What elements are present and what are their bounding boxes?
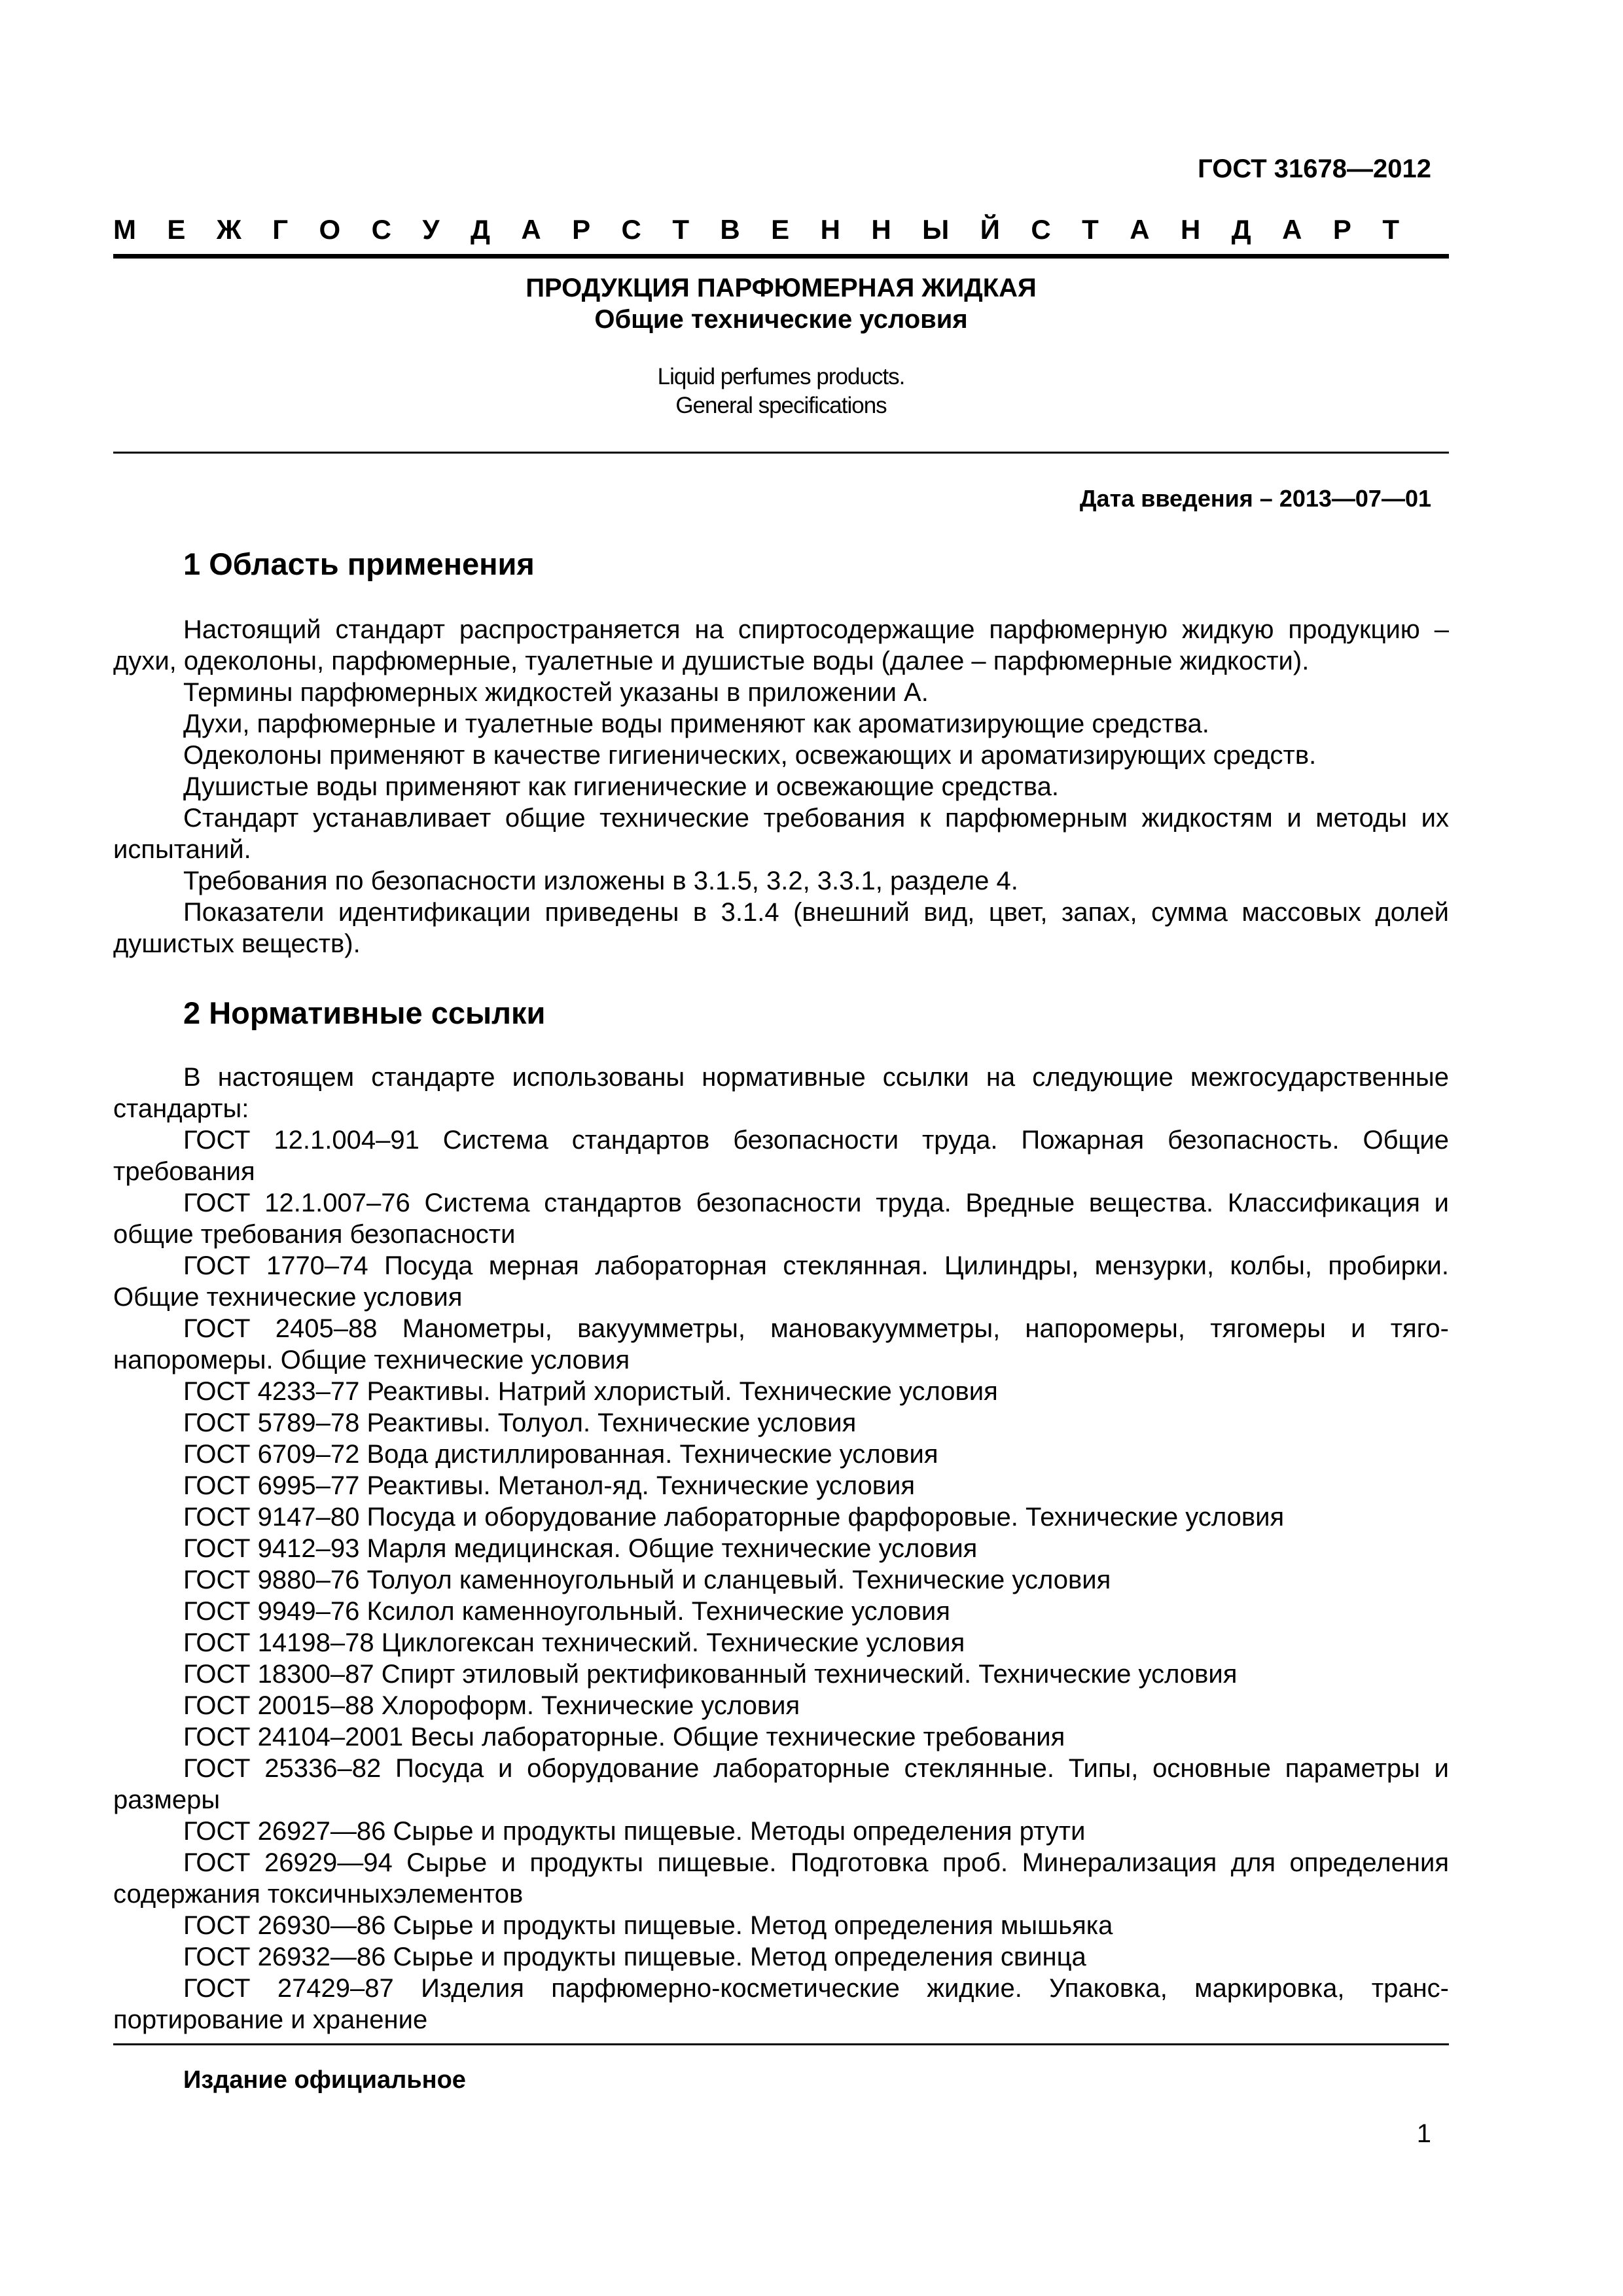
title-en-line2: General specifications <box>675 393 887 418</box>
paragraph: Термины парфюмерных жидкостей указаны в приложении А. <box>183 678 929 707</box>
edition-note: Издание официальное <box>183 2066 466 2094</box>
reference-item: ГОСТ 14198–78 Циклогексан технический. Технические условия <box>183 1628 965 1657</box>
reference-item: ГОСТ 18300–87 Спирт этиловый ректификованный технический. Технические условия <box>183 1660 1238 1689</box>
paragraph: В настоящем стандарте использованы нормативные ссылки на следующие межгосударственные стандарты: <box>113 1063 1449 1123</box>
reference-item: ГОСТ 6709–72 Вода дистиллированная. Технические условия <box>183 1440 938 1469</box>
reference-item: ГОСТ 26929—94 Сырье и продукты пищевые. Подготовка проб. Минерализация для определения содержания токсичныхэлементов <box>113 1848 1449 1909</box>
reference-item: ГОСТ 24104–2001 Весы лабораторные. Общие технические требования <box>183 1723 1065 1751</box>
paragraph: Стандарт устанавливает общие технические требования к парфюмерным жидкостям и методы их испытаний. <box>113 804 1449 864</box>
title-en <box>113 363 1449 420</box>
reference-item: ГОСТ 12.1.007–76 Система стандартов безопасности труда. Вредные вещества. Классификация и общие требования безопасности <box>113 1189 1449 1249</box>
page-number: 1 <box>1416 2119 1431 2148</box>
reference-item: ГОСТ 4233–77 Реактивы. Натрий хлористый. Технические условия <box>183 1377 998 1406</box>
reference-item: ГОСТ 9147–80 Посуда и оборудование лабораторные фарфоровые. Технические условия <box>183 1503 1285 1532</box>
reference-item: ГОСТ 9412–93 Марля медицинская. Общие технические условия <box>183 1534 978 1563</box>
footer-rule <box>113 2043 1449 2045</box>
reference-item: ГОСТ 26932—86 Сырье и продукты пищевые. Метод определения свинца <box>183 1943 1086 1971</box>
section2-heading: 2 Нормативные ссылки <box>183 996 546 1030</box>
reference-item: ГОСТ 2405–88 Манометры, вакуумметры, мановакуумметры, напоромеры, тягомеры и тягонапоромеры. Общие технические условия <box>113 1314 1449 1374</box>
reference-item: ГОСТ 9949–76 Ксилол каменноугольный. Технические условия <box>183 1597 950 1626</box>
header-rule <box>113 254 1449 259</box>
intro-date: Дата введения – 2013—07—01 <box>1079 485 1431 512</box>
reference-item: ГОСТ 27429–87 Изделия парфюмерно-косметические жидкие. Упаковка, маркировка, транспортирование и хранение <box>113 1974 1449 2034</box>
paragraph: Настоящий стандарт распространяется на спиртосодержащие парфюмерную жидкую продукцию – духи, одеколоны, парфюмерные, туалетные и душистые воды (далее – парфюмерные жидкости). <box>113 615 1449 675</box>
reference-item: ГОСТ 20015–88 Хлороформ. Технические условия <box>183 1691 800 1720</box>
reference-item: ГОСТ 6995–77 Реактивы. Метанол-яд. Технические условия <box>183 1471 915 1500</box>
reference-item: ГОСТ 26930—86 Сырье и продукты пищевые. Метод определения мышьяка <box>183 1911 1113 1940</box>
title-ru-line2: Общие технические условия <box>594 305 968 334</box>
reference-item: ГОСТ 9880–76 Толуол каменноугольный и сланцевый. Технические условия <box>183 1566 1111 1594</box>
reference-item: ГОСТ 1770–74 Посуда мерная лабораторная стеклянная. Цилиндры, мензурки, колбы, пробирки. Общие технические условия <box>113 1251 1449 1312</box>
standard-number: ГОСТ 31678—2012 <box>1198 154 1431 183</box>
paragraph: Духи, парфюмерные и туалетные воды применяют как ароматизирующие средства. <box>183 709 1209 738</box>
reference-item: ГОСТ 26927—86 Сырье и продукты пищевые. Методы определения ртути <box>183 1817 1086 1846</box>
reference-item: ГОСТ 5789–78 Реактивы. Толуол. Технические условия <box>183 1408 857 1437</box>
paragraph: Одеколоны применяют в качестве гигиенических, освежающих и ароматизирующих средств. <box>183 741 1317 770</box>
paragraph: Требования по безопасности изложены в 3.1.5, 3.2, 3.3.1, разделе 4. <box>183 867 1018 895</box>
title-en-line1: Liquid perfumes products. <box>657 364 905 389</box>
title-rule <box>113 452 1449 454</box>
title-ru-line1: ПРОДУКЦИЯ ПАРФЮМЕРНАЯ ЖИДКАЯ <box>526 274 1037 302</box>
section2-body <box>113 1062 1449 2036</box>
section1-body <box>113 614 1449 960</box>
title-block <box>113 272 1449 420</box>
paragraph: Душистые воды применяют как гигиенические и освежающие средства. <box>183 772 1059 801</box>
paragraph: Показатели идентификации приведены в 3.1.4 (внешний вид, цвет, запах, сумма массовых долей душистых веществ). <box>113 898 1449 958</box>
reference-item: ГОСТ 25336–82 Посуда и оборудование лабораторные стеклянные. Типы, основные параметры и размеры <box>113 1754 1449 1814</box>
reference-item: ГОСТ 12.1.004–91 Система стандартов безопасности труда. Пожарная безопасность. Общие требования <box>113 1126 1449 1186</box>
section1-heading: 1 Область применения <box>183 547 535 581</box>
interstate-standard-label: М Е Ж Г О С У Д А Р С Т В Е Н Н Ы Й С Т А Н Д А Р Т <box>113 214 1399 245</box>
